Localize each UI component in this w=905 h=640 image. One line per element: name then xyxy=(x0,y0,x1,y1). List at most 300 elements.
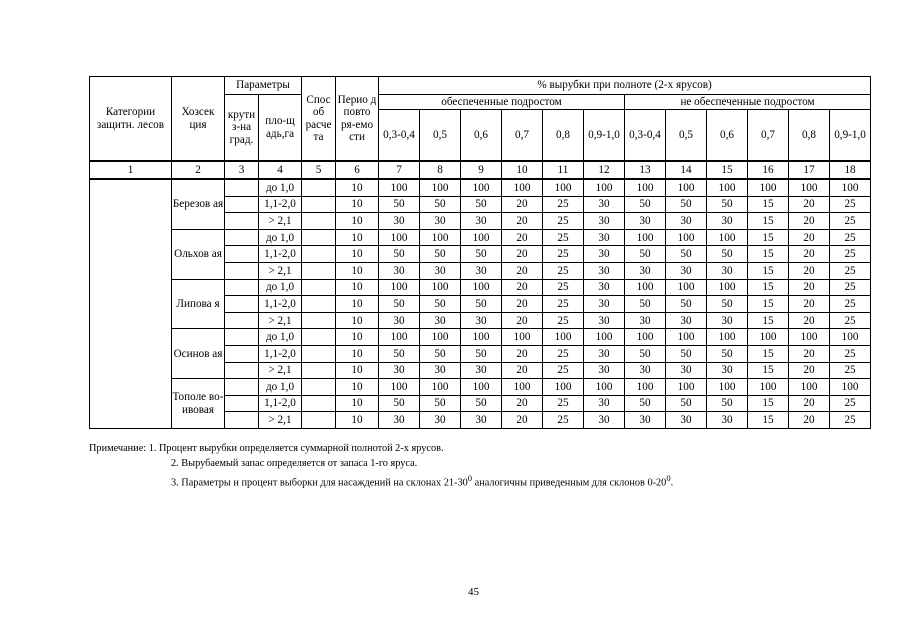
value-cell: 30 xyxy=(461,312,502,329)
value-cell: 25 xyxy=(830,196,871,213)
density-header-cell: 0,5 xyxy=(666,110,707,162)
value-cell: 15 xyxy=(748,395,789,412)
note-1: Примечание: 1. Процент вырубки определяется суммарной полнотой 2-х ярусов. xyxy=(89,443,444,454)
value-cell: 100 xyxy=(584,379,625,396)
value-cell: 20 xyxy=(789,296,830,313)
value-cell: 20 xyxy=(502,296,543,313)
column-number-cell: 18 xyxy=(830,161,871,179)
column-number-cell: 5 xyxy=(302,161,336,179)
period-cell: 10 xyxy=(336,362,379,379)
value-cell: 30 xyxy=(584,196,625,213)
value-cell: 100 xyxy=(707,179,748,196)
col-steep-header: крути з-на град. xyxy=(225,95,259,162)
column-number-cell: 6 xyxy=(336,161,379,179)
area-cell: до 1,0 xyxy=(259,329,302,346)
period-cell: 10 xyxy=(336,196,379,213)
value-cell: 30 xyxy=(666,213,707,230)
value-cell: 50 xyxy=(625,196,666,213)
value-cell: 50 xyxy=(379,246,420,263)
value-cell: 100 xyxy=(625,379,666,396)
value-cell: 50 xyxy=(666,246,707,263)
steepness-cell xyxy=(225,196,259,213)
value-cell: 50 xyxy=(666,196,707,213)
steepness-cell xyxy=(225,412,259,429)
period-cell: 10 xyxy=(336,179,379,196)
area-cell: 1,1-2,0 xyxy=(259,296,302,313)
method-cell xyxy=(302,362,336,379)
table-row xyxy=(90,279,871,296)
column-number-cell: 2 xyxy=(172,161,225,179)
steepness-cell xyxy=(225,395,259,412)
value-cell: 30 xyxy=(420,362,461,379)
value-cell: 50 xyxy=(420,345,461,362)
species-cell: Липова я xyxy=(172,279,225,329)
column-number-cell: 8 xyxy=(420,161,461,179)
value-cell: 100 xyxy=(420,329,461,346)
column-number-cell: 14 xyxy=(666,161,707,179)
value-cell: 30 xyxy=(461,213,502,230)
method-cell xyxy=(302,345,336,362)
value-cell: 30 xyxy=(584,412,625,429)
method-cell xyxy=(302,213,336,230)
steepness-cell xyxy=(225,229,259,246)
density-header-cell: 0,8 xyxy=(789,110,830,162)
value-cell: 30 xyxy=(461,262,502,279)
value-cell: 50 xyxy=(707,246,748,263)
col-area-header: пло-щ адь,га xyxy=(259,95,302,162)
value-cell: 100 xyxy=(666,279,707,296)
value-cell: 30 xyxy=(584,312,625,329)
steepness-cell xyxy=(225,246,259,263)
species-cell: Осинов ая xyxy=(172,329,225,379)
method-cell xyxy=(302,179,336,196)
area-cell: до 1,0 xyxy=(259,229,302,246)
value-cell: 100 xyxy=(461,279,502,296)
density-header-cell: 0,9-1,0 xyxy=(830,110,871,162)
value-cell: 100 xyxy=(543,179,584,196)
column-number-cell: 3 xyxy=(225,161,259,179)
value-cell: 100 xyxy=(543,379,584,396)
value-cell: 100 xyxy=(789,179,830,196)
value-cell: 15 xyxy=(748,196,789,213)
species-cell: Ольхов ая xyxy=(172,229,225,279)
steepness-cell xyxy=(225,329,259,346)
note-2: 2. Вырубаемый запас определяется от запаса 1-го яруса. xyxy=(171,458,418,470)
column-number-row xyxy=(90,161,871,179)
value-cell: 25 xyxy=(543,296,584,313)
value-cell: 20 xyxy=(789,345,830,362)
value-cell: 15 xyxy=(748,412,789,429)
col-hozsek-header: Хозсек ция xyxy=(172,77,225,162)
area-cell: 1,1-2,0 xyxy=(259,196,302,213)
notes-block xyxy=(89,441,879,491)
method-cell xyxy=(302,229,336,246)
method-cell xyxy=(302,262,336,279)
value-cell: 30 xyxy=(379,312,420,329)
value-cell: 20 xyxy=(789,312,830,329)
value-cell: 30 xyxy=(420,262,461,279)
steepness-cell xyxy=(225,345,259,362)
value-cell: 50 xyxy=(707,296,748,313)
value-cell: 100 xyxy=(461,379,502,396)
steepness-cell xyxy=(225,312,259,329)
value-cell: 30 xyxy=(461,362,502,379)
method-cell xyxy=(302,379,336,396)
value-cell: 30 xyxy=(379,213,420,230)
value-cell: 50 xyxy=(420,395,461,412)
value-cell: 25 xyxy=(543,279,584,296)
period-cell: 10 xyxy=(336,246,379,263)
steepness-cell xyxy=(225,379,259,396)
value-cell: 20 xyxy=(789,246,830,263)
value-cell: 15 xyxy=(748,362,789,379)
value-cell: 50 xyxy=(625,296,666,313)
note-prefix: Примечание: xyxy=(89,443,149,454)
value-cell: 100 xyxy=(379,279,420,296)
value-cell: 50 xyxy=(379,196,420,213)
value-cell: 100 xyxy=(625,329,666,346)
value-cell: 100 xyxy=(625,279,666,296)
period-cell: 10 xyxy=(336,279,379,296)
value-cell: 50 xyxy=(461,345,502,362)
period-cell: 10 xyxy=(336,412,379,429)
density-header-cell: 0,3-0,4 xyxy=(379,110,420,162)
col-category-header: Категории защитн. лесов xyxy=(90,77,172,162)
value-cell: 15 xyxy=(748,213,789,230)
value-cell: 50 xyxy=(379,395,420,412)
value-cell: 50 xyxy=(707,345,748,362)
method-cell xyxy=(302,329,336,346)
value-cell: 30 xyxy=(625,412,666,429)
value-cell: 50 xyxy=(707,395,748,412)
value-cell: 30 xyxy=(461,412,502,429)
area-cell: до 1,0 xyxy=(259,379,302,396)
table-row xyxy=(90,379,871,396)
value-cell: 15 xyxy=(748,279,789,296)
value-cell: 25 xyxy=(543,213,584,230)
steepness-cell xyxy=(225,213,259,230)
value-cell: 100 xyxy=(830,179,871,196)
period-cell: 10 xyxy=(336,262,379,279)
value-cell: 15 xyxy=(748,312,789,329)
value-cell: 20 xyxy=(502,246,543,263)
header-row-1 xyxy=(90,77,871,95)
value-cell: 20 xyxy=(789,196,830,213)
value-cell: 25 xyxy=(543,395,584,412)
value-cell: 50 xyxy=(461,196,502,213)
value-cell: 100 xyxy=(789,379,830,396)
forest-table xyxy=(89,76,871,429)
category-cell xyxy=(90,179,172,428)
value-cell: 50 xyxy=(625,246,666,263)
value-cell: 100 xyxy=(461,179,502,196)
value-cell: 100 xyxy=(707,329,748,346)
steepness-cell xyxy=(225,279,259,296)
value-cell: 25 xyxy=(543,229,584,246)
value-cell: 25 xyxy=(830,229,871,246)
value-cell: 25 xyxy=(830,395,871,412)
value-cell: 30 xyxy=(379,362,420,379)
value-cell: 100 xyxy=(748,379,789,396)
column-number-cell: 4 xyxy=(259,161,302,179)
value-cell: 30 xyxy=(666,312,707,329)
value-cell: 30 xyxy=(584,362,625,379)
value-cell: 15 xyxy=(748,296,789,313)
value-cell: 25 xyxy=(830,345,871,362)
period-cell: 10 xyxy=(336,296,379,313)
method-cell xyxy=(302,279,336,296)
method-cell xyxy=(302,395,336,412)
value-cell: 25 xyxy=(830,262,871,279)
secured-header: обеспеченные подростом xyxy=(379,95,625,110)
value-cell: 30 xyxy=(707,362,748,379)
note-3: 3. Параметры и процент выборки для насаждений на склонах $21-30^0$ аналогичны приведенным для склонов $0-20^0$. xyxy=(171,472,674,489)
value-cell: 100 xyxy=(502,179,543,196)
value-cell: 25 xyxy=(543,262,584,279)
value-cell: 100 xyxy=(379,179,420,196)
density-header-cell: 0,6 xyxy=(707,110,748,162)
value-cell: 30 xyxy=(625,213,666,230)
value-cell: 30 xyxy=(666,262,707,279)
value-cell: 20 xyxy=(789,279,830,296)
value-cell: 25 xyxy=(543,312,584,329)
value-cell: 100 xyxy=(625,179,666,196)
method-cell xyxy=(302,196,336,213)
value-cell: 100 xyxy=(379,229,420,246)
value-cell: 100 xyxy=(830,329,871,346)
value-cell: 20 xyxy=(502,345,543,362)
value-cell: 50 xyxy=(461,296,502,313)
value-cell: 100 xyxy=(502,379,543,396)
density-header-cell: 0,7 xyxy=(748,110,789,162)
density-header-cell: 0,5 xyxy=(420,110,461,162)
area-cell: > 2,1 xyxy=(259,362,302,379)
value-cell: 25 xyxy=(830,279,871,296)
area-cell: > 2,1 xyxy=(259,262,302,279)
area-cell: > 2,1 xyxy=(259,213,302,230)
value-cell: 25 xyxy=(830,296,871,313)
value-cell: 25 xyxy=(543,362,584,379)
steepness-cell xyxy=(225,296,259,313)
density-header-cell: 0,9-1,0 xyxy=(584,110,625,162)
column-number-cell: 11 xyxy=(543,161,584,179)
value-cell: 100 xyxy=(666,329,707,346)
value-cell: 30 xyxy=(379,262,420,279)
value-cell: 30 xyxy=(420,213,461,230)
value-cell: 25 xyxy=(830,246,871,263)
value-cell: 100 xyxy=(420,179,461,196)
species-cell: Березов ая xyxy=(172,179,225,229)
params-header: Параметры xyxy=(225,77,302,95)
period-cell: 10 xyxy=(336,395,379,412)
value-cell: 50 xyxy=(707,196,748,213)
value-cell: 100 xyxy=(748,179,789,196)
value-cell: 25 xyxy=(830,213,871,230)
value-cell: 25 xyxy=(543,196,584,213)
value-cell: 25 xyxy=(830,312,871,329)
area-cell: 1,1-2,0 xyxy=(259,345,302,362)
column-number-cell: 9 xyxy=(461,161,502,179)
page-number: 45 xyxy=(468,586,479,598)
value-cell: 30 xyxy=(584,296,625,313)
value-cell: 20 xyxy=(502,262,543,279)
steepness-cell xyxy=(225,362,259,379)
density-header-cell: 0,8 xyxy=(543,110,584,162)
value-cell: 100 xyxy=(543,329,584,346)
value-cell: 50 xyxy=(666,395,707,412)
column-number-cell: 7 xyxy=(379,161,420,179)
value-cell: 25 xyxy=(543,345,584,362)
value-cell: 20 xyxy=(789,362,830,379)
value-cell: 50 xyxy=(461,395,502,412)
value-cell: 50 xyxy=(379,345,420,362)
area-cell: > 2,1 xyxy=(259,412,302,429)
area-cell: до 1,0 xyxy=(259,279,302,296)
value-cell: 20 xyxy=(502,395,543,412)
value-cell: 30 xyxy=(666,362,707,379)
value-cell: 20 xyxy=(502,213,543,230)
column-number-cell: 17 xyxy=(789,161,830,179)
period-cell: 10 xyxy=(336,213,379,230)
value-cell: 15 xyxy=(748,246,789,263)
area-cell: 1,1-2,0 xyxy=(259,395,302,412)
value-cell: 30 xyxy=(707,312,748,329)
value-cell: 100 xyxy=(420,379,461,396)
value-cell: 100 xyxy=(379,329,420,346)
value-cell: 30 xyxy=(584,279,625,296)
value-cell: 50 xyxy=(666,345,707,362)
value-cell: 20 xyxy=(789,412,830,429)
method-cell xyxy=(302,296,336,313)
value-cell: 30 xyxy=(420,312,461,329)
value-cell: 20 xyxy=(789,262,830,279)
value-cell: 30 xyxy=(420,412,461,429)
value-cell: 30 xyxy=(707,412,748,429)
value-cell: 20 xyxy=(502,279,543,296)
value-cell: 30 xyxy=(584,395,625,412)
value-cell: 30 xyxy=(666,412,707,429)
value-cell: 50 xyxy=(420,296,461,313)
area-cell: 1,1-2,0 xyxy=(259,246,302,263)
table-row xyxy=(90,329,871,346)
unsecured-header: не обеспеченные подростом xyxy=(625,95,871,110)
value-cell: 100 xyxy=(461,329,502,346)
table-row xyxy=(90,179,871,196)
value-cell: 30 xyxy=(625,262,666,279)
value-cell: 20 xyxy=(789,395,830,412)
value-cell: 30 xyxy=(584,229,625,246)
value-cell: 25 xyxy=(830,362,871,379)
value-cell: 15 xyxy=(748,345,789,362)
value-cell: 30 xyxy=(584,345,625,362)
column-number-cell: 13 xyxy=(625,161,666,179)
value-cell: 30 xyxy=(584,246,625,263)
table-row xyxy=(90,229,871,246)
method-cell xyxy=(302,246,336,263)
period-cell: 10 xyxy=(336,229,379,246)
value-cell: 100 xyxy=(379,379,420,396)
value-cell: 100 xyxy=(707,229,748,246)
value-cell: 100 xyxy=(666,229,707,246)
value-cell: 50 xyxy=(379,296,420,313)
value-cell: 50 xyxy=(625,345,666,362)
value-cell: 100 xyxy=(502,329,543,346)
value-cell: 100 xyxy=(420,279,461,296)
column-number-cell: 1 xyxy=(90,161,172,179)
value-cell: 100 xyxy=(461,229,502,246)
value-cell: 30 xyxy=(584,213,625,230)
value-cell: 15 xyxy=(748,262,789,279)
value-cell: 30 xyxy=(707,262,748,279)
column-number-cell: 16 xyxy=(748,161,789,179)
area-cell: > 2,1 xyxy=(259,312,302,329)
value-cell: 25 xyxy=(543,246,584,263)
value-cell: 30 xyxy=(379,412,420,429)
value-cell: 20 xyxy=(789,229,830,246)
value-cell: 30 xyxy=(625,362,666,379)
method-cell xyxy=(302,412,336,429)
value-cell: 20 xyxy=(502,196,543,213)
value-cell: 30 xyxy=(625,312,666,329)
value-cell: 20 xyxy=(789,213,830,230)
col-period-header: Перио д повто ря-емо сти xyxy=(336,77,379,162)
value-cell: 100 xyxy=(584,329,625,346)
period-cell: 10 xyxy=(336,312,379,329)
value-cell: 50 xyxy=(420,246,461,263)
value-cell: 50 xyxy=(666,296,707,313)
value-cell: 15 xyxy=(748,229,789,246)
value-cell: 30 xyxy=(707,213,748,230)
density-header-cell: 0,6 xyxy=(461,110,502,162)
steepness-cell xyxy=(225,179,259,196)
period-cell: 10 xyxy=(336,329,379,346)
density-header-cell: 0,7 xyxy=(502,110,543,162)
period-cell: 10 xyxy=(336,345,379,362)
value-cell: 100 xyxy=(625,229,666,246)
method-cell xyxy=(302,312,336,329)
value-cell: 30 xyxy=(584,262,625,279)
value-cell: 50 xyxy=(625,395,666,412)
column-number-cell: 12 xyxy=(584,161,625,179)
value-cell: 25 xyxy=(543,412,584,429)
value-cell: 20 xyxy=(502,229,543,246)
density-header-cell: 0,3-0,4 xyxy=(625,110,666,162)
value-cell: 50 xyxy=(461,246,502,263)
value-cell: 25 xyxy=(830,412,871,429)
value-cell: 100 xyxy=(789,329,830,346)
value-cell: 100 xyxy=(707,279,748,296)
value-cell: 100 xyxy=(584,179,625,196)
value-cell: 100 xyxy=(666,179,707,196)
column-number-cell: 15 xyxy=(707,161,748,179)
column-number-cell: 10 xyxy=(502,161,543,179)
value-cell: 20 xyxy=(502,362,543,379)
value-cell: 100 xyxy=(748,329,789,346)
value-cell: 20 xyxy=(502,412,543,429)
pct-header: % вырубки при полноте (2-х ярусов) xyxy=(379,77,871,95)
value-cell: 50 xyxy=(420,196,461,213)
value-cell: 100 xyxy=(830,379,871,396)
value-cell: 100 xyxy=(707,379,748,396)
col-method-header: Спос об расче та xyxy=(302,77,336,162)
area-cell: до 1,0 xyxy=(259,179,302,196)
period-cell: 10 xyxy=(336,379,379,396)
value-cell: 100 xyxy=(666,379,707,396)
steepness-cell xyxy=(225,262,259,279)
value-cell: 20 xyxy=(502,312,543,329)
species-cell: Тополе во- ивовая xyxy=(172,379,225,429)
value-cell: 100 xyxy=(420,229,461,246)
